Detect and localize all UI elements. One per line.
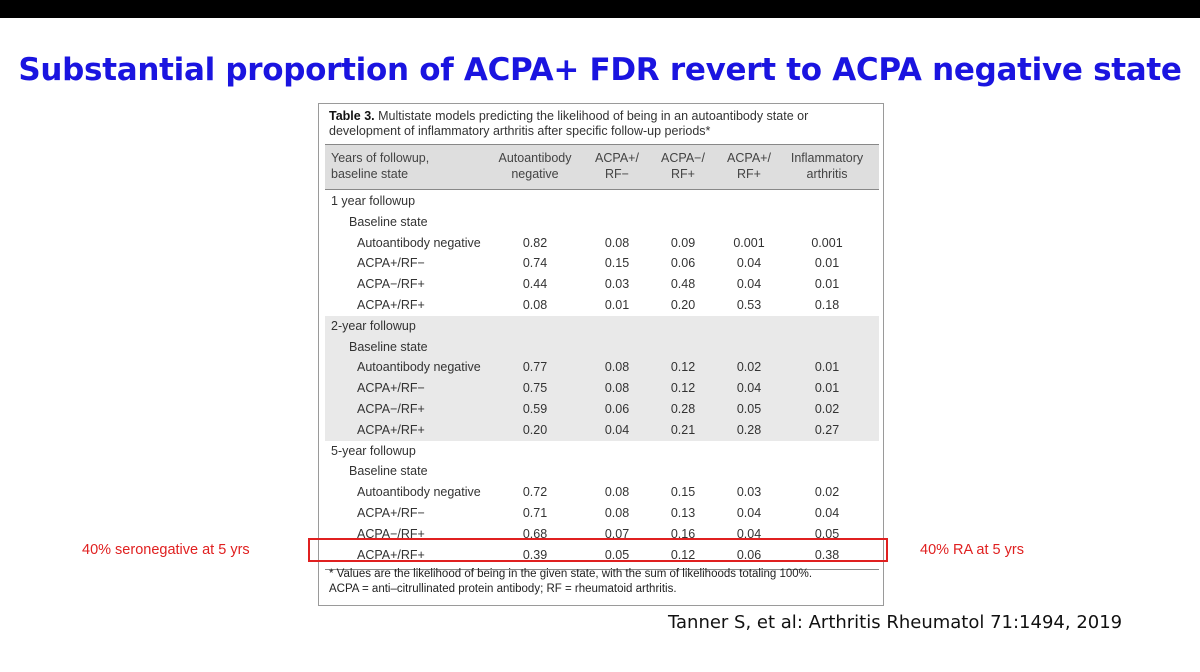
table-row [325, 357, 879, 378]
cell-value: 0.04 [736, 506, 762, 520]
cell-value: 0.39 [522, 547, 548, 562]
header-acpa-pos-rf-neg: ACPA+/ RF− [595, 151, 639, 181]
cell-value: 0.03 [604, 277, 630, 292]
cell-value: 0.01 [814, 360, 840, 375]
cell-value: 0.07 [604, 526, 630, 541]
cell-value: 0.28 [670, 402, 696, 416]
top-bar [0, 0, 1200, 18]
cell-value: 0.02 [814, 485, 840, 500]
cell-value: 0.15 [604, 256, 630, 271]
cell-value: 0.53 [736, 298, 762, 312]
cell-value: 0.12 [670, 547, 696, 562]
header-acpa-neg-rf-pos: ACPA−/ RF+ [661, 151, 705, 181]
cell-value: 0.001 [811, 235, 843, 250]
cell-value: 0.44 [522, 277, 548, 292]
table-row [325, 274, 879, 295]
cell-value: 0.04 [736, 381, 762, 396]
cell-value: 0.04 [814, 506, 840, 520]
baseline-state-label: Baseline state [349, 464, 428, 479]
cell-value: 0.01 [814, 277, 840, 292]
baseline-state-row [325, 461, 879, 482]
annotation-right: 40% RA at 5 yrs [920, 542, 1024, 558]
cell-value: 0.18 [814, 298, 840, 312]
cell-value: 0.01 [814, 381, 840, 396]
cell-value: 0.03 [736, 485, 762, 500]
row-state: Autoantibody negative [357, 485, 481, 500]
row-state: Autoantibody negative [357, 235, 481, 250]
table-caption [329, 109, 877, 139]
footnote-line-2: ACPA = anti–citrullinated protein antibody; RF = rheumatoid arthritis. [329, 583, 677, 595]
row-state: ACPA+/RF− [357, 381, 425, 396]
row-state: ACPA+/RF+ [357, 298, 425, 312]
cell-value: 0.74 [522, 256, 548, 271]
cell-value: 0.68 [522, 526, 548, 541]
highlight-box [308, 538, 888, 562]
cell-value: 0.20 [670, 298, 696, 312]
row-state: ACPA+/RF+ [357, 547, 425, 562]
baseline-state-label: Baseline state [349, 339, 428, 354]
cell-value: 0.04 [736, 526, 762, 541]
cell-value: 0.06 [604, 402, 630, 416]
cell-value: 0.48 [670, 277, 696, 292]
cell-value: 0.05 [736, 402, 762, 416]
cell-value: 0.08 [604, 485, 630, 500]
baseline-state-label: Baseline state [349, 214, 428, 229]
slide-title: Substantial proportion of ACPA+ FDR revert to ACPA negative state [18, 52, 1182, 88]
section-period: 5-year followup [331, 443, 416, 458]
cell-value: 0.01 [604, 298, 630, 312]
cell-value: 0.27 [814, 422, 840, 437]
cell-value: 0.08 [604, 360, 630, 375]
cell-value: 0.001 [733, 235, 765, 250]
cell-value: 0.20 [522, 422, 548, 437]
row-state: ACPA−/RF+ [357, 402, 425, 416]
section-period-row [325, 191, 879, 212]
header-followup: Years of followup, baseline state [331, 151, 430, 181]
cell-value: 0.05 [814, 526, 840, 541]
section-period-row [325, 316, 879, 337]
cell-value: 0.08 [522, 298, 548, 312]
cell-value: 0.04 [604, 422, 630, 437]
table-row [325, 378, 879, 399]
cell-value: 0.01 [814, 256, 840, 271]
row-state: Autoantibody negative [357, 360, 481, 375]
table-row [325, 295, 879, 316]
cell-value: 0.72 [522, 485, 548, 500]
table-row [325, 482, 879, 503]
cell-value: 0.08 [604, 381, 630, 396]
cell-value: 0.59 [522, 402, 548, 416]
header-autoantibody-negative: Autoantibody negative [498, 151, 572, 181]
citation: Tanner S, et al: Arthritis Rheumatol 71:1494, 2019 [668, 612, 1123, 633]
cell-value: 0.12 [670, 360, 696, 375]
cell-value: 0.04 [736, 277, 762, 292]
row-state: ACPA+/RF− [357, 256, 425, 271]
row-state: ACPA−/RF+ [357, 526, 425, 541]
cell-value: 0.15 [670, 485, 696, 500]
cell-value: 0.02 [814, 402, 840, 416]
cell-value: 0.05 [604, 547, 630, 562]
table-caption-label: Table 3. [329, 109, 375, 123]
cell-value: 0.82 [522, 235, 548, 250]
section-period: 2-year followup [331, 318, 416, 333]
table-row [325, 503, 879, 524]
cell-value: 0.28 [736, 422, 762, 437]
cell-value: 0.09 [670, 235, 696, 250]
table-figure [318, 103, 884, 606]
cell-value: 0.06 [736, 547, 762, 562]
cell-value: 0.16 [670, 526, 696, 541]
cell-value: 0.38 [814, 547, 840, 562]
cell-value: 0.08 [604, 506, 630, 520]
cell-value: 0.06 [670, 256, 696, 271]
cell-value: 0.13 [670, 506, 696, 520]
header-acpa-pos-rf-pos: ACPA+/ RF+ [727, 151, 771, 181]
row-state: ACPA+/RF− [357, 506, 425, 520]
cell-value: 0.77 [522, 360, 548, 375]
baseline-state-row [325, 212, 879, 233]
table-row [325, 420, 879, 441]
table-caption-text: Multistate models predicting the likelihood of being in an autoantibody state or development of inflammatory arthritis after specific follow-up periods* [329, 109, 809, 138]
header-inflammatory-arthritis: Inflammatory arthritis [790, 151, 864, 181]
row-state: ACPA−/RF+ [357, 277, 425, 292]
table-row [325, 253, 879, 274]
footnote-line-1: * Values are the likelihood of being in the given state, with the sum of likelihoods totaling 100%. [329, 568, 813, 580]
annotation-left: 40% seronegative at 5 yrs [82, 542, 250, 558]
cell-value: 0.71 [522, 506, 548, 520]
cell-value: 0.08 [604, 235, 630, 250]
cell-value: 0.04 [736, 256, 762, 271]
table-row [325, 399, 879, 420]
baseline-state-row [325, 337, 879, 358]
table-footnote [329, 567, 881, 597]
cell-value: 0.75 [522, 381, 548, 396]
row-state: ACPA+/RF+ [357, 422, 425, 437]
table-row [325, 233, 879, 254]
cell-value: 0.21 [670, 422, 696, 437]
cell-value: 0.12 [670, 381, 696, 396]
table-header [325, 144, 879, 190]
section-period-row [325, 441, 879, 462]
cell-value: 0.02 [736, 360, 762, 375]
section-period: 1 year followup [331, 194, 416, 208]
